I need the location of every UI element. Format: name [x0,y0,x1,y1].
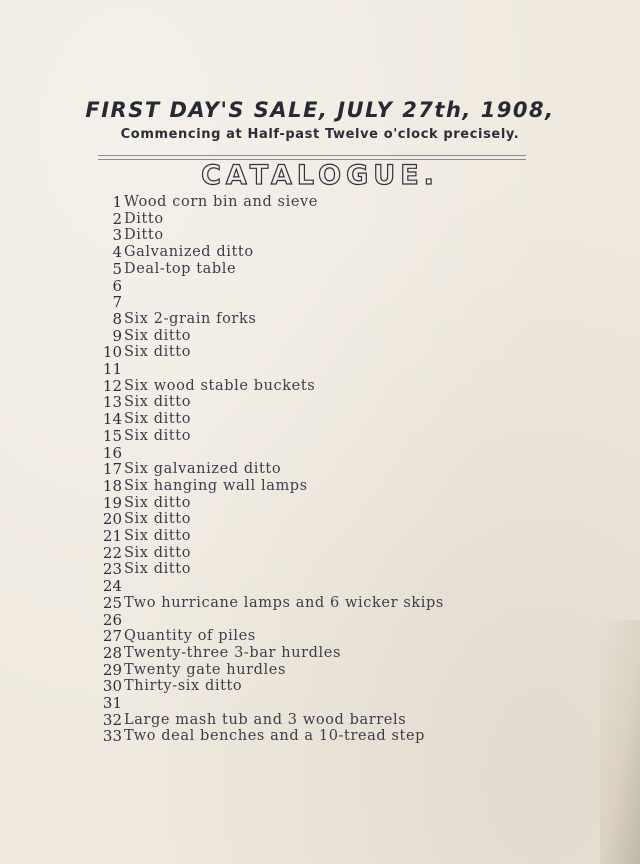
lot-description: Six ditto [124,528,192,544]
lot-row-27 [0,628,640,645]
lot-number: 19 [102,493,122,512]
lot-description: Six galvanized ditto [124,461,282,478]
lot-description: Large mash tub and 3 wood barrels [124,711,407,728]
lot-row-16 [0,445,640,462]
lot-row-15 [0,428,640,445]
lot-number: 26 [102,610,122,629]
lot-row-24 [0,578,640,595]
lot-description: Six ditto [124,511,192,528]
lot-number: 33 [102,727,122,746]
lot-number: 10 [102,343,122,362]
lot-number: 1 [112,193,122,211]
lot-number: 6 [112,276,122,295]
lot-number: 31 [102,694,122,712]
lot-row-20 [0,511,640,528]
catalogue-title: CATALOGUE. [201,160,439,191]
lot-row-4 [0,244,640,261]
lot-number: 15 [102,426,122,445]
lot-number: 2 [112,209,122,228]
lot-description: Six wood stable buckets [124,377,316,394]
lot-number: 8 [112,309,122,328]
lot-description: Six ditto [124,544,192,561]
lot-row-29 [0,662,640,679]
lot-row-7 [0,294,640,311]
lot-number: 25 [102,593,122,612]
lot-description: Six ditto [124,327,192,344]
lot-description: Thirty-six ditto [124,678,243,695]
lot-description: Six hanging wall lamps [124,477,308,494]
lot-row-31 [0,695,640,712]
lot-row-30 [0,678,640,695]
lot-number: 16 [102,443,122,462]
lot-row-32 [0,712,640,729]
lot-description: Six ditto [124,394,192,411]
lot-description: Quantity of piles [124,628,256,645]
lot-number: 18 [102,476,122,495]
lot-row-28 [0,645,640,662]
lot-description: Ditto [124,227,164,244]
lot-number: 23 [102,560,122,579]
lot-description: Six ditto [124,344,192,361]
lot-row-21 [0,528,640,545]
lot-row-23 [0,561,640,578]
lot-description: Six ditto [124,411,192,428]
lot-row-6 [0,278,640,295]
lot-number: 11 [102,360,122,378]
lot-row-22 [0,545,640,562]
lot-row-14 [0,411,640,428]
lot-row-8 [0,311,640,328]
lot-description: Six ditto [124,494,192,511]
lot-row-13 [0,394,640,411]
lot-number: 17 [102,460,122,479]
lot-number: 22 [102,543,122,562]
lot-description: Six 2-grain forks [124,310,257,327]
lot-row-25 [0,595,640,612]
lot-number: 4 [112,243,122,262]
lot-number: 32 [102,710,122,729]
lot-row-26 [0,612,640,629]
lot-row-17 [0,461,640,478]
lot-row-33 [0,728,640,745]
lot-description: Galvanized ditto [124,244,254,261]
lot-number: 7 [112,293,122,312]
lot-description: Ditto [124,210,164,227]
lot-row-2 [0,211,640,228]
lot-description: Six ditto [124,561,192,578]
lot-description: Twenty-three 3-bar hurdles [124,644,342,661]
lot-number: 14 [102,410,122,429]
lot-number: 29 [102,660,122,679]
lot-description: Twenty gate hurdles [124,661,287,678]
lot-row-19 [0,495,640,512]
lot-description: Deal-top table [124,260,237,277]
lot-description: Two hurricane lamps and 6 wicker skips [124,594,444,611]
lot-description: Six ditto [124,427,192,444]
lot-row-10 [0,344,640,361]
lot-number: 12 [102,376,122,395]
lot-row-5 [0,261,640,278]
lot-row-11 [0,361,640,378]
lot-number: 21 [102,527,122,545]
lot-row-12 [0,378,640,395]
lot-number: 9 [112,326,122,345]
lot-description: Two deal benches and a 10-tread step [124,728,426,745]
lot-number: 30 [102,677,122,696]
lot-row-3 [0,227,640,244]
lot-number: 24 [102,577,122,596]
lot-row-1 [0,194,640,211]
lot-number: 27 [102,627,122,646]
lot-row-18 [0,478,640,495]
lot-number: 3 [112,226,122,245]
lot-description: Wood corn bin and sieve [124,194,318,210]
lot-row-9 [0,328,640,345]
sale-subheading: Commencing at Half-past Twelve o'clock precisely. [120,127,520,142]
lot-number: 28 [102,643,122,662]
lot-number: 13 [102,393,122,412]
lot-number: 20 [102,510,122,529]
sale-heading: FIRST DAY'S SALE, JULY 27th, 1908, [85,98,555,122]
lot-number: 5 [112,259,122,278]
